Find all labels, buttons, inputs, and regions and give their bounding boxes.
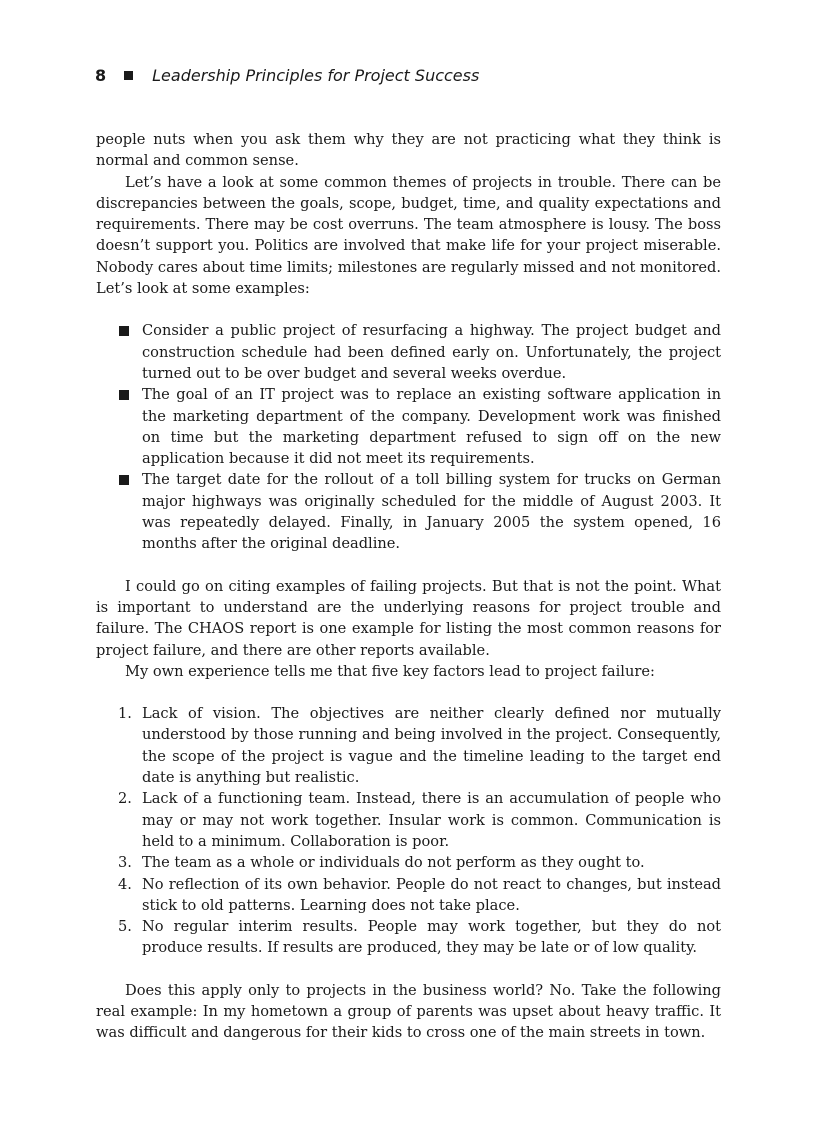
bullet-square-icon xyxy=(119,475,129,485)
list-item xyxy=(118,703,721,788)
bullet-square-icon xyxy=(119,326,129,336)
list-item-text: The team as a whole or individuals do not perform as they ought to. xyxy=(142,854,645,872)
header-separator-square xyxy=(124,71,133,80)
list-item-text: The target date for the rollout of a toll billing system for trucks on German major highways was originally scheduled for the middle of August 2003. It was repeatedly delayed. Finally, in January 2005 the system opened, 16 months after the original deadline. xyxy=(142,471,721,553)
list-item xyxy=(118,852,721,873)
list-item xyxy=(118,916,721,959)
running-header xyxy=(95,66,479,85)
list-number: 1. xyxy=(118,705,132,723)
list-number: 3. xyxy=(118,854,132,872)
page-body xyxy=(96,129,721,1044)
list-item-text: The goal of an IT project was to replace an existing software application in the marketing department of the company. Development work was finished on time but the marketing department refused to sign off on the new application because it did not meet its requirements. xyxy=(142,386,721,468)
list-item xyxy=(142,384,721,469)
list-item xyxy=(118,874,721,917)
paragraph-failing-projects: I could go on citing examples of failing projects. But that is not the point. What is important to understand are the underlying reasons for project trouble and failure. The CHAOS report is one example for listing the most common reasons for project failure, and there are other reports available. xyxy=(96,577,721,659)
paragraph-business-world: Does this apply only to projects in the business world? No. Take the following real example: In my hometown a group of parents was upset about heavy traffic. It was difficult and dangerous for their kids to cross one of the main streets in town. xyxy=(96,981,721,1042)
list-item xyxy=(142,320,721,384)
list-item xyxy=(142,469,721,554)
list-item xyxy=(118,788,721,852)
page-number: 8 xyxy=(95,66,107,85)
paragraph-continued: people nuts when you ask them why they are not practicing what they think is normal and common sense. xyxy=(96,131,721,170)
list-number: 4. xyxy=(118,875,132,893)
list-item-text: Lack of a functioning team. Instead, there is an accumulation of people who may or may not work together. Insular work is common. Communication is held to a minimum. Collaboration is poor. xyxy=(142,790,721,850)
paragraph-key-factors: My own experience tells me that five key factors lead to project failure: xyxy=(125,662,655,680)
failure-factors-list xyxy=(96,703,721,959)
list-item-text: No regular interim results. People may work together, but they do not produce results. If results are produced, they may be late or of low quality. xyxy=(142,918,721,957)
list-number: 2. xyxy=(118,790,132,808)
running-title: Leadership Principles for Project Success xyxy=(152,66,480,85)
examples-list xyxy=(96,320,721,554)
paragraph-themes: Let’s have a look at some common themes of projects in trouble. There can be discrepancies between the goals, scope, budget, time, and quality expectations and requirements. There may be cost overruns. The team atmosphere is lousy. The boss doesn’t support you. Politics are involved that make life for your project miserable. Nobody cares about time limits; milestones are regularly missed and not monitored. Let’s look at some examples: xyxy=(96,173,721,298)
bullet-square-icon xyxy=(119,390,129,400)
list-item-text: Lack of vision. The objectives are neither clearly defined nor mutually understood by those running and being involved in the project. Consequently, the scope of the project is vague and the timeline leading to the target end date is anything but realistic. xyxy=(142,705,721,787)
list-number: 5. xyxy=(118,918,132,936)
list-item-text: Consider a public project of resurfacing a highway. The project budget and construction schedule had been defined early on. Unfortunately, the project turned out to be over budget and several weeks overdue. xyxy=(142,322,721,382)
list-item-text: No reflection of its own behavior. People do not react to changes, but instead stick to old patterns. Learning does not take place. xyxy=(142,875,721,914)
